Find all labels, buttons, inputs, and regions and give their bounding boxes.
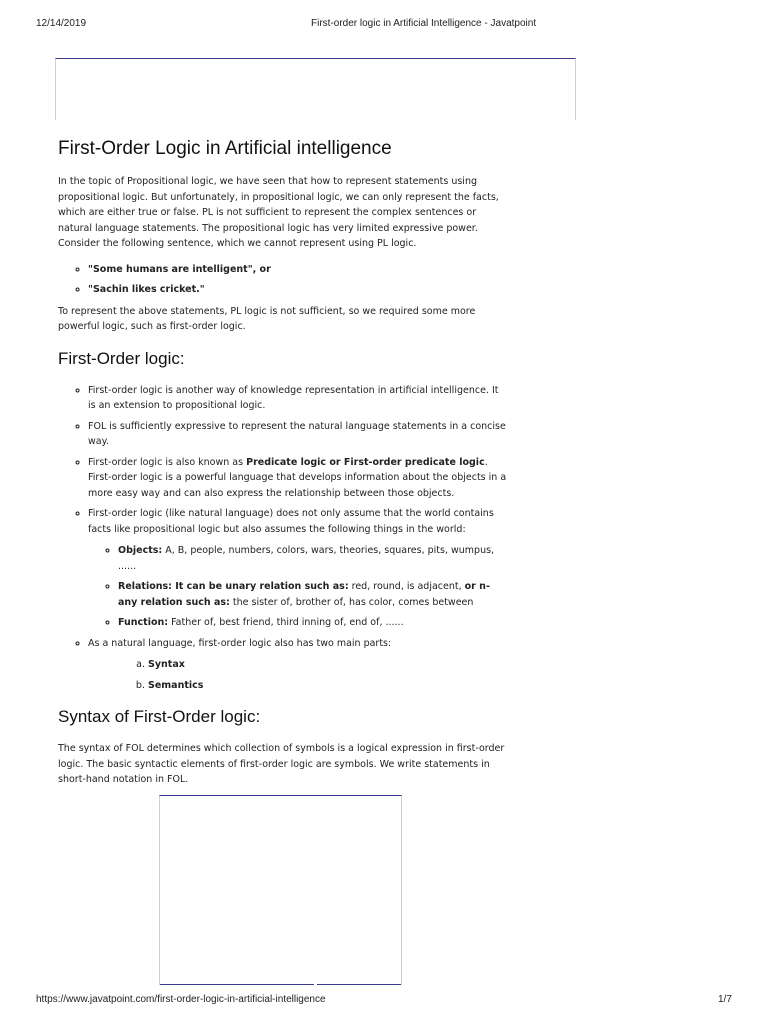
section-heading-syntax: Syntax of First-Order logic:: [58, 707, 261, 726]
page-url: https://www.javatpoint.com/first-order-logic-in-artificial-intelligence: [36, 994, 326, 1005]
list-item: ◦ "Sachin likes cricket.": [88, 282, 508, 298]
world-things-list: [88, 543, 508, 631]
examples-list: [58, 262, 508, 298]
print-title: First-order logic in Artificial Intelligence - Javatpoint: [311, 18, 537, 29]
list-item: ◦ "Some humans are intelligent", or: [88, 262, 508, 278]
page-number: 1/7: [718, 994, 732, 1005]
fol-list: [58, 383, 508, 694]
list-item-objects: ◦ Objects: A, B, people, numbers, colors, wars, theories, squares, pits, wumpus, ......: [118, 543, 508, 574]
after-examples-paragraph: To represent the above statements, PL logic is not sufficient, so we required some more powerful logic, such as first-order logic.: [58, 305, 476, 332]
section-heading-fol: First-Order logic:: [58, 348, 185, 368]
list-item: ◦ First-order logic (like natural language) does not only assume that the world contains facts like propositional logic but also assumes the following things in the world: ◦ Objects: A, B, people, numbers, colors, wars, theories, squares, pits, wumpus, ...... ◦ Relations: It can be unary relation such as: red, round, is adjacent, or n-any relation such as: the sister of, brother of, has color, comes between ◦ Function: Father of, best friend, third inning of, end of, ......: [88, 506, 508, 631]
ad-placeholder-top: [55, 58, 576, 120]
syntax-paragraph: The syntax of FOL determines which collection of symbols is a logical expression in first-order logic. The basic syntactic elements of first-order logic are symbols. We write statements in short-hand notation in FOL.: [58, 743, 505, 785]
list-item-relations: ◦ Relations: It can be unary relation such as: red, round, is adjacent, or n-any relation such as: the sister of, brother of, has color, comes between: [118, 579, 508, 610]
parts-list: [88, 657, 508, 693]
list-item: ◦ First-order logic is another way of knowledge representation in artificial intelligence. It is an extension to propositional logic.: [88, 383, 508, 414]
list-item-function: ◦ Function: Father of, best friend, third inning of, end of, ......: [118, 615, 508, 631]
list-item-syntax: a. Syntax: [148, 657, 508, 673]
page-title: First-Order Logic in Artificial intelligence: [58, 138, 392, 159]
intro-paragraph: In the topic of Propositional logic, we have seen that how to represent statements using propositional logic. But unfortunately, in propositional logic, we can only represent the facts, which are either true or false. PL is not sufficient to represent the complex sentences or natural language statements. The propositional logic has very limited expressive power. Consider the following sentence, which we cannot represent using PL logic.: [58, 176, 499, 249]
list-item: ◦ FOL is sufficiently expressive to represent the natural language statements in a concise way.: [88, 419, 508, 450]
print-date: 12/14/2019: [36, 18, 87, 29]
list-item: ◦ As a natural language, first-order logic also has two main parts: a. Syntax b. Semantics: [88, 636, 508, 694]
article-content: [58, 138, 508, 788]
list-item-semantics: b. Semantics: [148, 678, 508, 694]
ad-placeholder-bottom: [159, 795, 402, 985]
list-item: ◦ First-order logic is also known as Predicate logic or First-order predicate logic. First-order logic is a powerful language that develops information about the objects in a more easy way and can also express the relationship between those objects.: [88, 455, 508, 502]
